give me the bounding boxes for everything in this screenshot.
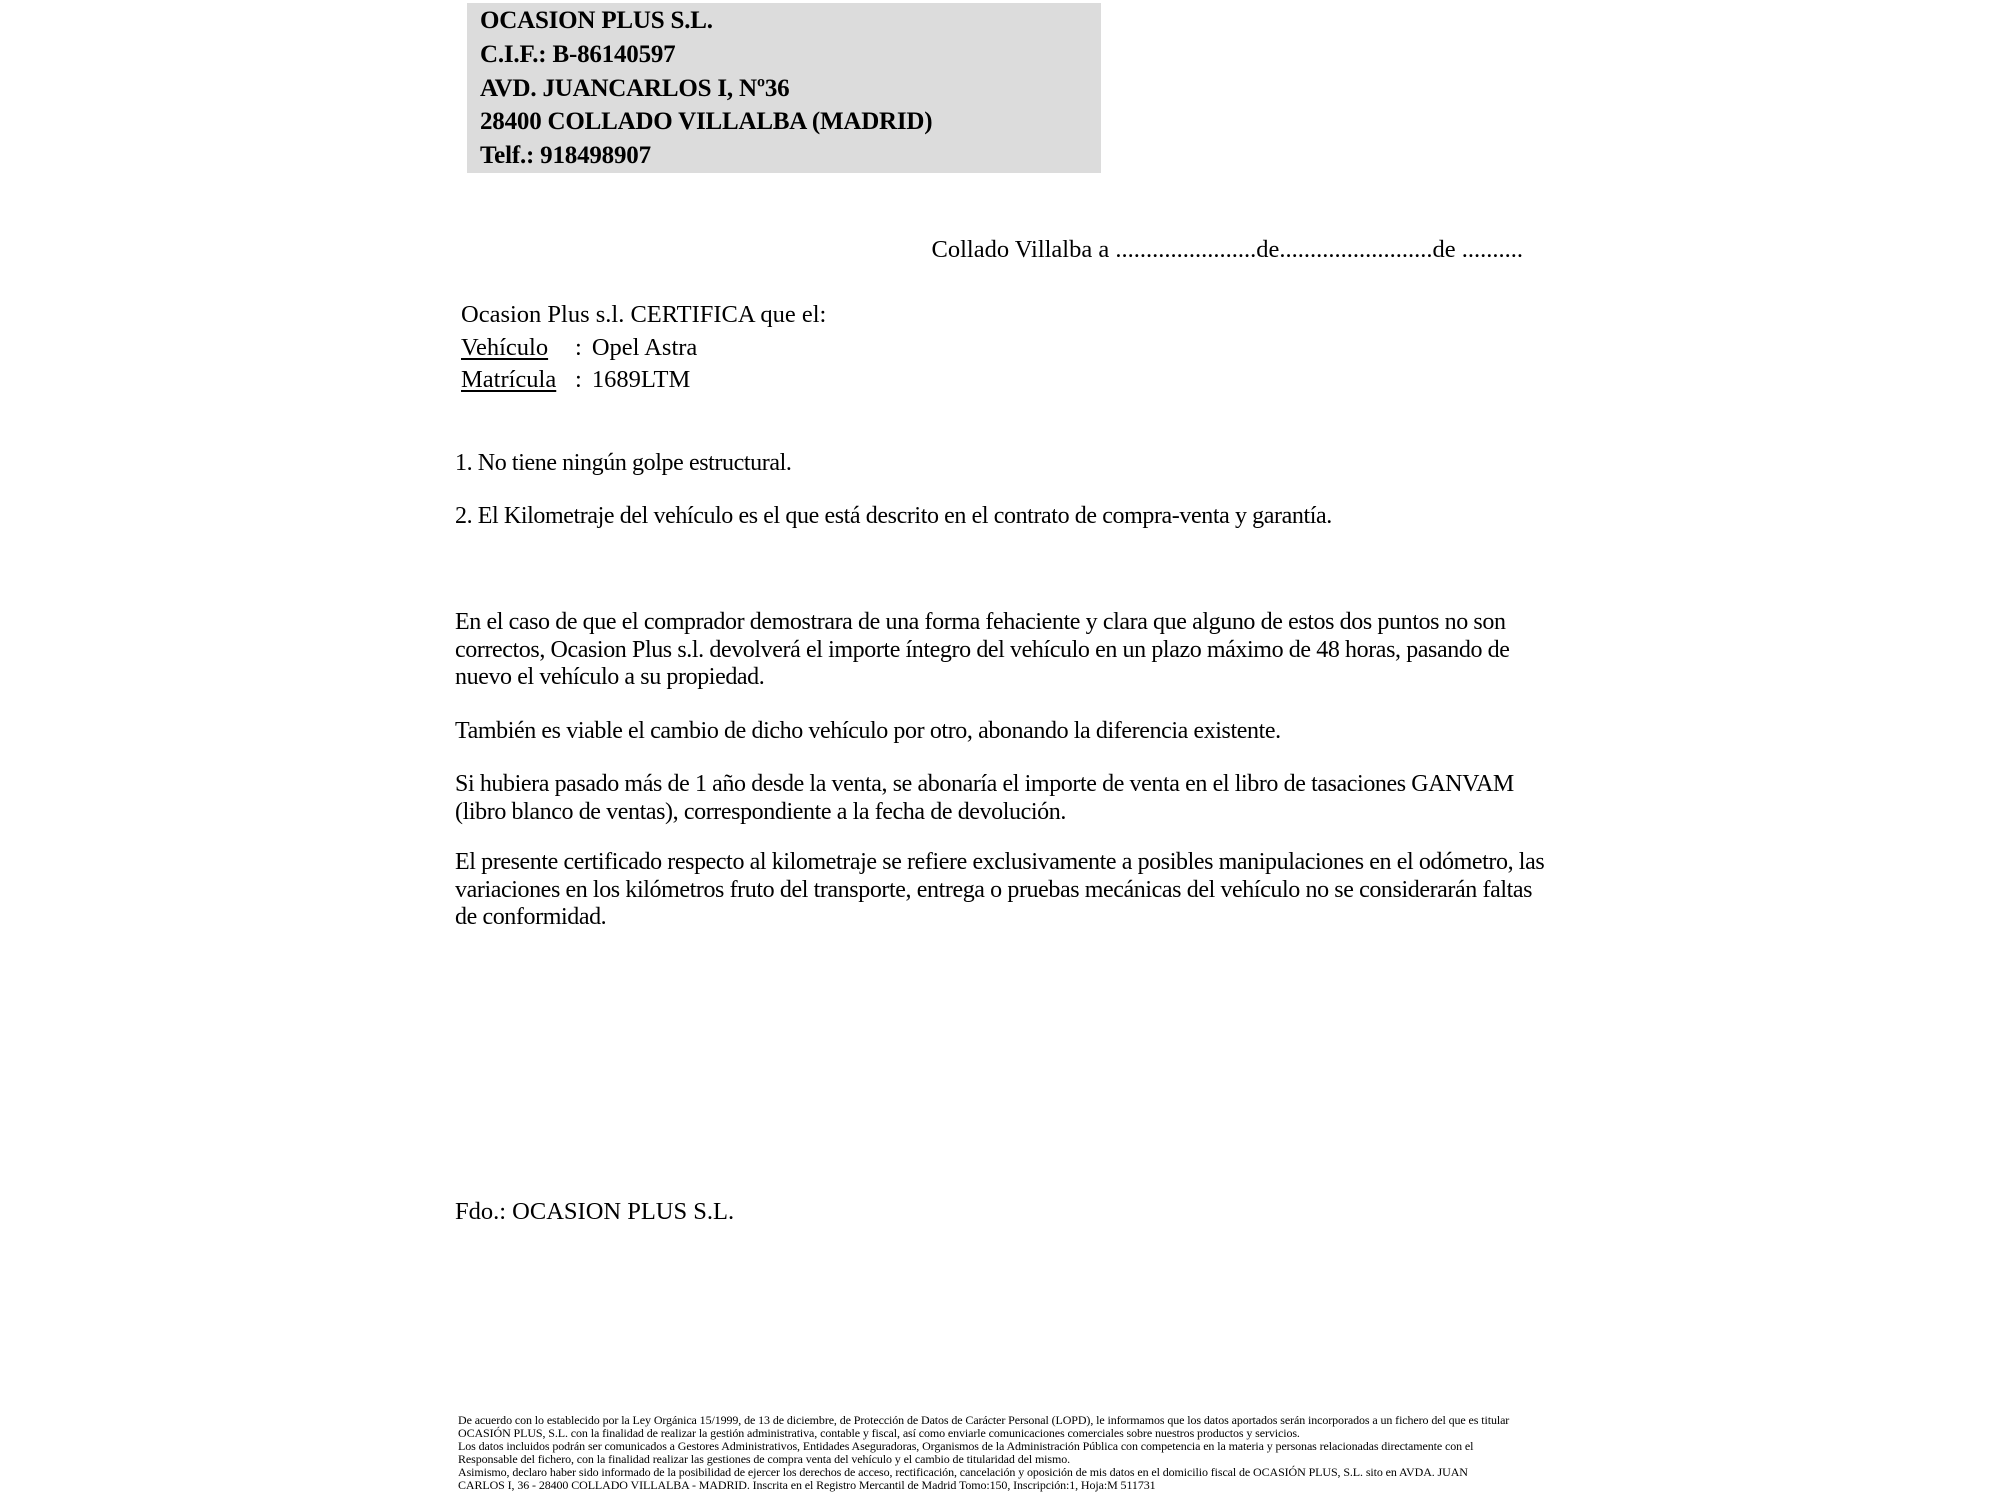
legal-footer-line-1: De acuerdo con lo establecido por la Ley Orgánica 15/1999, de 13 de diciembre, de Protección de Datos de Carácter Personal (LOPD), le informamos que los datos aportados serán incorporados a un fichero del que es titular (458, 1413, 1510, 1427)
plate-field-value: 1689LTM (591, 366, 691, 393)
legal-footer-line-6: CARLOS I, 36 - 28400 COLLADO VILLALBA - MADRID. Inscrita en el Registro Mercantil de Madrid Tomo:150, Inscripción:1, Hoja:M 511731 (458, 1478, 1156, 1492)
vehicle-field-label: Vehículo (461, 333, 549, 361)
company-cif: C.I.F.: B-86140597 (480, 40, 676, 68)
legal-footer-line-3: Los datos incluidos podrán ser comunicados a Gestores Administrativos, Entidades Aseguradoras, Organismos de la Administración Pública con competencia en la materia y personas relacionadas directamente con el (458, 1439, 1474, 1453)
refund-clause-paragraph: En el caso de que el comprador demostrara de una forma fehaciente y clara que alguno de estos dos puntos no son correctos, Ocasion Plus s.l. devolverá el importe íntegro del vehículo en un plazo máximo de 48 horas, pasando de nuevo el vehículo a su propiedad. (455, 609, 1510, 690)
signature-line: Fdo.: OCASION PLUS S.L. (455, 1198, 735, 1225)
company-name: OCASION PLUS S.L. (480, 7, 713, 34)
certified-point-1: 1. No tiene ningún golpe estructural. (455, 450, 792, 476)
certified-point-2: 2. El Kilometraje del vehículo es el que está descrito en el contrato de compra-venta y garantía. (455, 503, 1332, 529)
vehicle-field-row (461, 332, 826, 365)
legal-footer-line-2: OCASIÓN PLUS, S.L. con la finalidad de realizar la gestión administrativa, contable y fiscal, así como enviarle comunicaciones comerciales sobre nuestros productos y servicios. (458, 1426, 1300, 1440)
plate-field-separator: : (575, 366, 582, 393)
company-address-city: 28400 COLLADO VILLALBA (MADRID) (480, 108, 933, 136)
certification-intro: Ocasion Plus s.l. CERTIFICA que el: (461, 301, 827, 328)
plate-field-label: Matrícula (461, 366, 557, 393)
exchange-clause-paragraph: También es viable el cambio de dicho vehículo por otro, abonando la diferencia existente. (455, 718, 1281, 744)
company-letterhead-box (467, 3, 1101, 173)
plate-field-row (461, 364, 826, 397)
ganvam-clause-paragraph: Si hubiera pasado más de 1 año desde la venta, se abonaría el importe de venta en el libro de tasaciones GANVAM (libro blanco de ventas), correspondiente a la fecha de devolución. (455, 771, 1514, 825)
vehicle-field-value: Opel Astra (591, 333, 698, 361)
legal-footer-line-4: Responsable del fichero, con la finalidad realizar las gestiones de compra venta del vehículo y el cambio de titularidad del mismo. (458, 1452, 1071, 1466)
legal-footer (458, 1414, 1538, 1492)
legal-footer-line-5: Asimismo, declaro haber sido informado de la posibilidad de ejercer los derechos de acceso, rectificación, cancelación y oposición de mis datos en el domicilio fiscal de OCASIÓN PLUS, S.L. sito en AVDA. JUAN (458, 1465, 1468, 1479)
company-phone: Telf.: 918498907 (480, 142, 651, 170)
date-fill-in-line: Collado Villalba a .......................de.........................de .......... (931, 236, 1523, 263)
certification-block (461, 299, 826, 397)
vehicle-field-separator: : (575, 333, 582, 361)
company-address-street: AVD. JUANCARLOS I, Nº36 (480, 74, 790, 102)
odometer-clause-paragraph: El presente certificado respecto al kilometraje se refiere exclusivamente a posibles manipulaciones en el odómetro, las variaciones en los kilómetros fruto del transporte, entrega o pruebas mecánicas del vehículo no se considerarán faltas de conformidad. (455, 849, 1545, 930)
